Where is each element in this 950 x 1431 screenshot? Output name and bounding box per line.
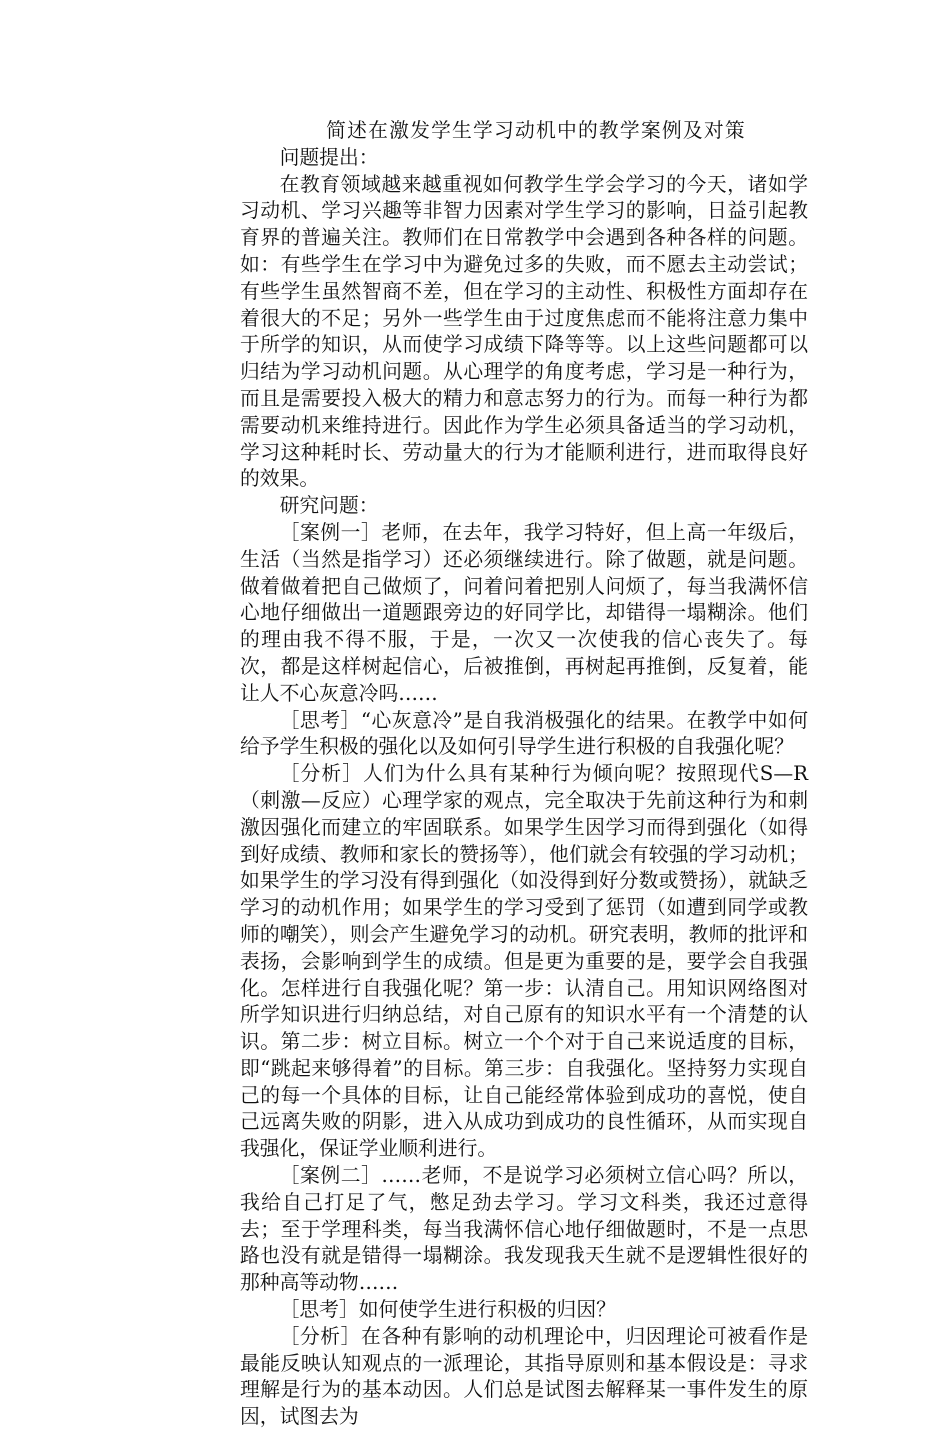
paragraph-analysis-one: ［分析］人们为什么具有某种行为倾向呢？按照现代S—R（刺激—反应）心理学家的观点，完全取决于先前这种行为和刺激因强化而建立的牢固联系。如果学生因学习而得到强化（如得到好成绩、教师和家长的赞扬等），他们就会有较强的学习动机；如果学生的学习没有得到强化（如没得到好分数或赞扬），就缺乏学习的动机作用；如果学生的学习受到了惩罚（如遭到同学或教师的嘲笑），则会产生避免学习的动机。研究表明，教师的批评和表扬，会影响到学生的成绩。但是更为重要的是，要学会自我强化。怎样进行自我强化呢？第一步：认清自己。用知识网络图对所学知识进行归纳总结，对自己原有的知识水平有一个清楚的认识。第二步：树立目标。树立一个个对于自己来说适度的目标，即“跳起来够得着”的目标。第三步：自我强化。坚持努力实现自己的每一个具体的目标，让自己能经常体验到成功的喜悦，使自己远离失败的阴影，进入从成功到成功的良性循环，从而实现自我强化，保证学业顺利进行。 <box>240 762 808 1161</box>
document-page <box>240 118 808 1431</box>
document-title: 简述在激发学生学习动机中的教学案例及对策 <box>326 119 746 142</box>
paragraph-think-one: ［思考］“心灰意冷”是自我消极强化的结果。在教学中如何给予学生积极的强化以及如何引导学生进行积极的自我强化呢？ <box>240 708 808 759</box>
section-heading-research: 研究问题： <box>279 494 379 518</box>
section-heading-problem: 问题提出： <box>279 145 379 169</box>
paragraph-case-one: ［案例一］老师，在去年，我学习特好，但上高一年级后，生活（当然是指学习）还必须继续进行。除了做题，就是问题。做着做着把自己做烦了，问着问着把别人问烦了，每当我满怀信心地仔细做出一道题跟旁边的好同学比，却错得一塌糊涂。他们的理由我不得不服，于是，一次又一次使我的信心丧失了。每次，都是这样树起信心，后被推倒，再树起再推倒，反复着，能让人不心灰意冷吗…… <box>240 520 808 705</box>
paragraph-intro: 在教育领域越来越重视如何教学生学会学习的今天，诸如学习动机、学习兴趣等非智力因素对学生学习的影响，日益引起教育界的普遍关注。教师们在日常教学中会遇到各种各样的问题。如：有些学生在学习中为避免过多的失败，而不愿去主动尝试；有些学生虽然智商不差，但在学习的主动性、积极性方面却存在着很大的不足；另外一些学生由于过度焦虑而不能将注意力集中于所学的知识，从而使学习成绩下降等等。以上这些问题都可以归结为学习动机问题。从心理学的角度考虑，学习是一种行为，而且是需要投入极大的精力和意志努力的行为。而每一种行为都需要动机来维持进行。因此作为学生必须具备适当的学习动机，学习这种耗时长、劳动量大的行为才能顺利进行，进而取得良好的效果。 <box>240 172 808 491</box>
paragraph-case-two: ［案例二］……老师，不是说学习必须树立信心吗？所以，我给自己打足了气，憋足劲去学习。学习文科类，我还过意得去；至于学理科类，每当我满怀信心地仔细做题时，不是一点思路也没有就是错得一塌糊涂。我发现我天生就不是逻辑性很好的那种高等动物…… <box>240 1164 808 1295</box>
paragraph-think-two: ［思考］如何使学生进行积极的归因？ <box>279 1298 616 1322</box>
paragraph-analysis-two: ［分析］在各种有影响的动机理论中，归因理论可被看作是最能反映认知观点的一派理论，其指导原则和基本假设是：寻求理解是行为的基本动因。人们总是试图去解释某一事件发生的原因，试图去为 <box>240 1324 808 1429</box>
